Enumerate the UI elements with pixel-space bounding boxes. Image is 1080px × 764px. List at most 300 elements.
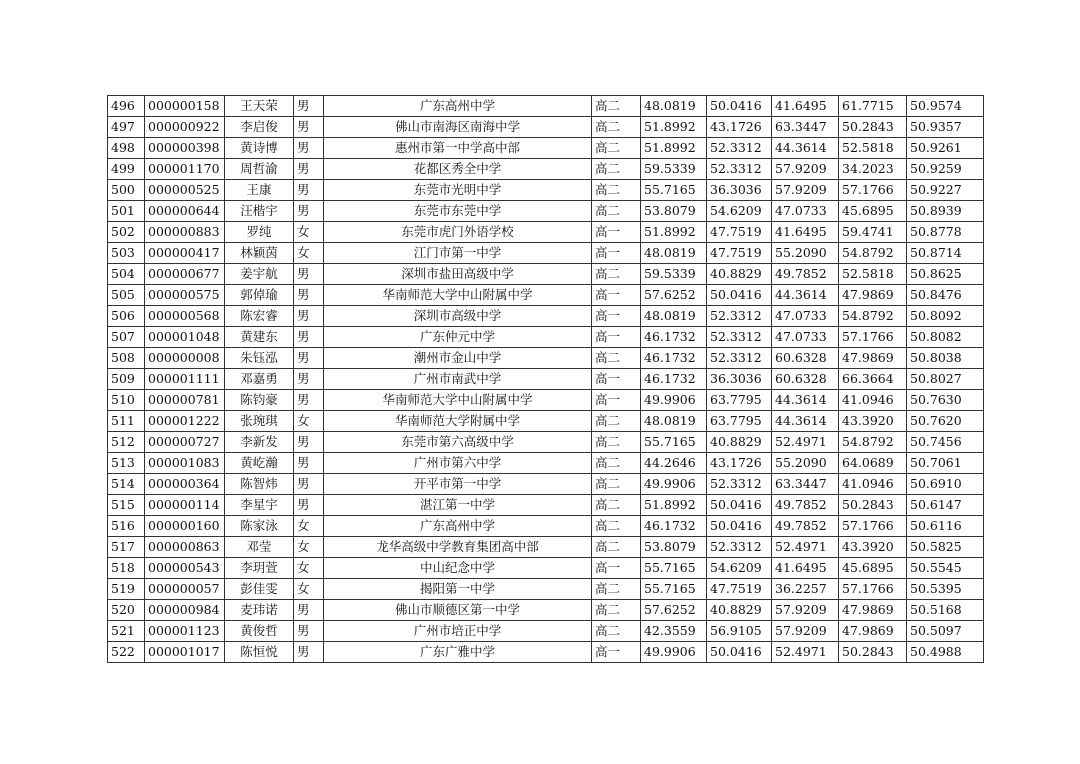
score-cell-3: 49.7852 xyxy=(772,264,839,285)
score-cell-2: 50.0416 xyxy=(707,642,772,663)
table-row xyxy=(108,453,984,474)
school-cell: 广东广雅中学 xyxy=(324,642,592,663)
table-row xyxy=(108,579,984,600)
gender-cell: 男 xyxy=(294,159,324,180)
total-score-cell: 50.6147 xyxy=(907,495,984,516)
name-cell: 周哲渝 xyxy=(225,159,294,180)
grade-cell: 高二 xyxy=(592,348,641,369)
score-cell-4: 52.5818 xyxy=(839,138,907,159)
table-row xyxy=(108,264,984,285)
gender-cell: 女 xyxy=(294,579,324,600)
name-cell: 朱钰泓 xyxy=(225,348,294,369)
score-cell-4: 54.8792 xyxy=(839,243,907,264)
school-cell: 深圳市盐田高级中学 xyxy=(324,264,592,285)
score-cell-1: 48.0819 xyxy=(641,96,707,117)
grade-cell: 高二 xyxy=(592,495,641,516)
grade-cell: 高一 xyxy=(592,369,641,390)
score-cell-3: 44.3614 xyxy=(772,411,839,432)
name-cell: 李玥萱 xyxy=(225,558,294,579)
student-id-cell: 000000677 xyxy=(145,264,225,285)
table-row xyxy=(108,117,984,138)
table-row xyxy=(108,96,984,117)
table-row xyxy=(108,243,984,264)
score-cell-2: 50.0416 xyxy=(707,516,772,537)
student-id-cell: 000001123 xyxy=(145,621,225,642)
rank-cell: 500 xyxy=(108,180,145,201)
total-score-cell: 50.8939 xyxy=(907,201,984,222)
score-cell-1: 53.8079 xyxy=(641,537,707,558)
total-score-cell: 50.6910 xyxy=(907,474,984,495)
score-cell-4: 47.9869 xyxy=(839,348,907,369)
total-score-cell: 50.7630 xyxy=(907,390,984,411)
score-cell-2: 56.9105 xyxy=(707,621,772,642)
student-id-cell: 000000863 xyxy=(145,537,225,558)
rank-cell: 514 xyxy=(108,474,145,495)
name-cell: 王康 xyxy=(225,180,294,201)
name-cell: 林颖茵 xyxy=(225,243,294,264)
student-id-cell: 000001017 xyxy=(145,642,225,663)
score-cell-1: 51.8992 xyxy=(641,138,707,159)
gender-cell: 男 xyxy=(294,390,324,411)
school-cell: 惠州市第一中学高中部 xyxy=(324,138,592,159)
score-cell-1: 42.3559 xyxy=(641,621,707,642)
student-id-cell: 000001222 xyxy=(145,411,225,432)
score-cell-3: 41.6495 xyxy=(772,558,839,579)
grade-cell: 高二 xyxy=(592,453,641,474)
score-cell-1: 46.1732 xyxy=(641,516,707,537)
student-id-cell: 000000398 xyxy=(145,138,225,159)
grade-cell: 高一 xyxy=(592,558,641,579)
score-cell-2: 36.3036 xyxy=(707,369,772,390)
score-cell-3: 55.2090 xyxy=(772,453,839,474)
score-cell-4: 54.8792 xyxy=(839,306,907,327)
table-row xyxy=(108,285,984,306)
score-cell-1: 59.5339 xyxy=(641,264,707,285)
school-cell: 开平市第一中学 xyxy=(324,474,592,495)
score-cell-2: 43.1726 xyxy=(707,453,772,474)
score-cell-4: 47.9869 xyxy=(839,600,907,621)
school-cell: 花都区秀全中学 xyxy=(324,159,592,180)
grade-cell: 高一 xyxy=(592,222,641,243)
gender-cell: 男 xyxy=(294,432,324,453)
score-cell-2: 47.7519 xyxy=(707,243,772,264)
student-id-cell: 000001083 xyxy=(145,453,225,474)
score-cell-4: 34.2023 xyxy=(839,159,907,180)
grade-cell: 高二 xyxy=(592,96,641,117)
score-cell-1: 55.7165 xyxy=(641,180,707,201)
score-cell-3: 55.2090 xyxy=(772,243,839,264)
total-score-cell: 50.9227 xyxy=(907,180,984,201)
name-cell: 黄建东 xyxy=(225,327,294,348)
score-cell-3: 57.9209 xyxy=(772,159,839,180)
name-cell: 彭佳雯 xyxy=(225,579,294,600)
name-cell: 邓嘉勇 xyxy=(225,369,294,390)
grade-cell: 高二 xyxy=(592,432,641,453)
score-cell-4: 57.1766 xyxy=(839,516,907,537)
name-cell: 麦玮诺 xyxy=(225,600,294,621)
table-row xyxy=(108,411,984,432)
name-cell: 邓莹 xyxy=(225,537,294,558)
total-score-cell: 50.7456 xyxy=(907,432,984,453)
student-id-cell: 000001111 xyxy=(145,369,225,390)
rank-cell: 515 xyxy=(108,495,145,516)
score-cell-2: 52.3312 xyxy=(707,138,772,159)
rank-cell: 516 xyxy=(108,516,145,537)
total-score-cell: 50.8082 xyxy=(907,327,984,348)
name-cell: 陈家泳 xyxy=(225,516,294,537)
gender-cell: 男 xyxy=(294,348,324,369)
gender-cell: 男 xyxy=(294,453,324,474)
score-cell-1: 49.9906 xyxy=(641,390,707,411)
student-id-cell: 000000114 xyxy=(145,495,225,516)
score-cell-2: 40.8829 xyxy=(707,264,772,285)
score-cell-4: 59.4741 xyxy=(839,222,907,243)
student-id-cell: 000000568 xyxy=(145,306,225,327)
grade-cell: 高二 xyxy=(592,537,641,558)
name-cell: 黄屹瀚 xyxy=(225,453,294,474)
rank-cell: 508 xyxy=(108,348,145,369)
score-cell-2: 52.3312 xyxy=(707,159,772,180)
total-score-cell: 50.8714 xyxy=(907,243,984,264)
name-cell: 姜宇航 xyxy=(225,264,294,285)
score-cell-1: 57.6252 xyxy=(641,285,707,306)
school-cell: 东莞市东莞中学 xyxy=(324,201,592,222)
rank-cell: 522 xyxy=(108,642,145,663)
gender-cell: 女 xyxy=(294,222,324,243)
score-cell-1: 51.8992 xyxy=(641,222,707,243)
rank-cell: 521 xyxy=(108,621,145,642)
total-score-cell: 50.5545 xyxy=(907,558,984,579)
school-cell: 华南师范大学中山附属中学 xyxy=(324,390,592,411)
total-score-cell: 50.9259 xyxy=(907,159,984,180)
score-cell-3: 63.3447 xyxy=(772,117,839,138)
name-cell: 黄诗博 xyxy=(225,138,294,159)
score-cell-1: 51.8992 xyxy=(641,495,707,516)
gender-cell: 男 xyxy=(294,285,324,306)
score-cell-3: 47.0733 xyxy=(772,306,839,327)
student-id-cell: 000000525 xyxy=(145,180,225,201)
score-cell-2: 52.3312 xyxy=(707,327,772,348)
school-cell: 东莞市光明中学 xyxy=(324,180,592,201)
student-id-cell: 000000922 xyxy=(145,117,225,138)
score-cell-3: 60.6328 xyxy=(772,369,839,390)
score-cell-2: 52.3312 xyxy=(707,474,772,495)
student-id-cell: 000000417 xyxy=(145,243,225,264)
score-cell-1: 51.8992 xyxy=(641,117,707,138)
name-cell: 罗纯 xyxy=(225,222,294,243)
table-row xyxy=(108,516,984,537)
student-id-cell: 000000781 xyxy=(145,390,225,411)
total-score-cell: 50.8476 xyxy=(907,285,984,306)
gender-cell: 男 xyxy=(294,306,324,327)
score-cell-4: 45.6895 xyxy=(839,558,907,579)
score-cell-4: 43.3920 xyxy=(839,411,907,432)
score-cell-3: 47.0733 xyxy=(772,201,839,222)
school-cell: 江门市第一中学 xyxy=(324,243,592,264)
score-cell-4: 41.0946 xyxy=(839,390,907,411)
score-cell-3: 57.9209 xyxy=(772,600,839,621)
score-cell-2: 47.7519 xyxy=(707,222,772,243)
name-cell: 李星宇 xyxy=(225,495,294,516)
grade-cell: 高一 xyxy=(592,390,641,411)
school-cell: 佛山市顺德区第一中学 xyxy=(324,600,592,621)
grade-cell: 高二 xyxy=(592,201,641,222)
school-cell: 广东高州中学 xyxy=(324,96,592,117)
gender-cell: 男 xyxy=(294,201,324,222)
total-score-cell: 50.9574 xyxy=(907,96,984,117)
gender-cell: 男 xyxy=(294,621,324,642)
score-cell-1: 48.0819 xyxy=(641,411,707,432)
score-cell-1: 53.8079 xyxy=(641,201,707,222)
school-cell: 揭阳第一中学 xyxy=(324,579,592,600)
gender-cell: 男 xyxy=(294,369,324,390)
total-score-cell: 50.8092 xyxy=(907,306,984,327)
score-cell-3: 49.7852 xyxy=(772,495,839,516)
score-cell-3: 47.0733 xyxy=(772,327,839,348)
score-cell-3: 52.4971 xyxy=(772,537,839,558)
grade-cell: 高二 xyxy=(592,159,641,180)
score-cell-1: 44.2646 xyxy=(641,453,707,474)
score-cell-4: 57.1766 xyxy=(839,180,907,201)
rank-cell: 511 xyxy=(108,411,145,432)
school-cell: 广东高州中学 xyxy=(324,516,592,537)
score-cell-4: 54.8792 xyxy=(839,432,907,453)
grade-cell: 高二 xyxy=(592,579,641,600)
grade-cell: 高二 xyxy=(592,180,641,201)
total-score-cell: 50.9261 xyxy=(907,138,984,159)
table-row xyxy=(108,558,984,579)
score-cell-2: 54.6209 xyxy=(707,201,772,222)
name-cell: 陈智炜 xyxy=(225,474,294,495)
student-id-cell: 000001170 xyxy=(145,159,225,180)
gender-cell: 男 xyxy=(294,327,324,348)
score-cell-4: 50.2843 xyxy=(839,642,907,663)
score-cell-1: 55.7165 xyxy=(641,432,707,453)
school-cell: 深圳市高级中学 xyxy=(324,306,592,327)
score-cell-3: 60.6328 xyxy=(772,348,839,369)
score-cell-4: 57.1766 xyxy=(839,327,907,348)
school-cell: 东莞市第六高级中学 xyxy=(324,432,592,453)
grade-cell: 高二 xyxy=(592,138,641,159)
score-cell-3: 52.4971 xyxy=(772,642,839,663)
results-table xyxy=(107,95,984,663)
rank-cell: 496 xyxy=(108,96,145,117)
score-cell-4: 45.6895 xyxy=(839,201,907,222)
score-cell-4: 47.9869 xyxy=(839,285,907,306)
school-cell: 湛江第一中学 xyxy=(324,495,592,516)
score-cell-1: 49.9906 xyxy=(641,642,707,663)
school-cell: 广东仲元中学 xyxy=(324,327,592,348)
score-cell-4: 52.5818 xyxy=(839,264,907,285)
rank-cell: 512 xyxy=(108,432,145,453)
name-cell: 郭倬瑜 xyxy=(225,285,294,306)
score-cell-2: 63.7795 xyxy=(707,390,772,411)
grade-cell: 高一 xyxy=(592,327,641,348)
gender-cell: 男 xyxy=(294,600,324,621)
rank-cell: 503 xyxy=(108,243,145,264)
rank-cell: 506 xyxy=(108,306,145,327)
school-cell: 华南师范大学中山附属中学 xyxy=(324,285,592,306)
student-id-cell: 000000984 xyxy=(145,600,225,621)
table-row xyxy=(108,222,984,243)
score-cell-1: 57.6252 xyxy=(641,600,707,621)
table-row xyxy=(108,474,984,495)
grade-cell: 高二 xyxy=(592,516,641,537)
score-cell-2: 52.3312 xyxy=(707,348,772,369)
rank-cell: 502 xyxy=(108,222,145,243)
score-cell-1: 48.0819 xyxy=(641,306,707,327)
score-cell-3: 44.3614 xyxy=(772,285,839,306)
name-cell: 陈宏睿 xyxy=(225,306,294,327)
score-cell-2: 52.3312 xyxy=(707,537,772,558)
rank-cell: 520 xyxy=(108,600,145,621)
total-score-cell: 50.7061 xyxy=(907,453,984,474)
name-cell: 张琬琪 xyxy=(225,411,294,432)
score-cell-1: 59.5339 xyxy=(641,159,707,180)
gender-cell: 男 xyxy=(294,180,324,201)
score-cell-3: 63.3447 xyxy=(772,474,839,495)
gender-cell: 女 xyxy=(294,516,324,537)
name-cell: 黄俊哲 xyxy=(225,621,294,642)
rank-cell: 499 xyxy=(108,159,145,180)
score-cell-4: 41.0946 xyxy=(839,474,907,495)
name-cell: 陈恒悦 xyxy=(225,642,294,663)
score-cell-2: 52.3312 xyxy=(707,306,772,327)
gender-cell: 男 xyxy=(294,117,324,138)
score-cell-3: 44.3614 xyxy=(772,138,839,159)
student-id-cell: 000000883 xyxy=(145,222,225,243)
student-id-cell: 000000160 xyxy=(145,516,225,537)
total-score-cell: 50.8778 xyxy=(907,222,984,243)
score-cell-1: 46.1732 xyxy=(641,369,707,390)
rank-cell: 519 xyxy=(108,579,145,600)
student-id-cell: 000000575 xyxy=(145,285,225,306)
student-id-cell: 000000543 xyxy=(145,558,225,579)
school-cell: 佛山市南海区南海中学 xyxy=(324,117,592,138)
grade-cell: 高二 xyxy=(592,474,641,495)
student-id-cell: 000000008 xyxy=(145,348,225,369)
total-score-cell: 50.5395 xyxy=(907,579,984,600)
total-score-cell: 50.5097 xyxy=(907,621,984,642)
gender-cell: 女 xyxy=(294,537,324,558)
score-cell-4: 50.2843 xyxy=(839,117,907,138)
grade-cell: 高一 xyxy=(592,285,641,306)
table-row xyxy=(108,621,984,642)
score-cell-2: 36.3036 xyxy=(707,180,772,201)
gender-cell: 男 xyxy=(294,642,324,663)
score-cell-4: 66.3664 xyxy=(839,369,907,390)
score-cell-2: 40.8829 xyxy=(707,600,772,621)
student-id-cell: 000001048 xyxy=(145,327,225,348)
name-cell: 王天荣 xyxy=(225,96,294,117)
score-cell-4: 64.0689 xyxy=(839,453,907,474)
grade-cell: 高二 xyxy=(592,264,641,285)
score-cell-1: 49.9906 xyxy=(641,474,707,495)
student-id-cell: 000000644 xyxy=(145,201,225,222)
school-cell: 广州市第六中学 xyxy=(324,453,592,474)
score-cell-2: 47.7519 xyxy=(707,579,772,600)
score-cell-3: 41.6495 xyxy=(772,222,839,243)
score-cell-2: 50.0416 xyxy=(707,495,772,516)
gender-cell: 女 xyxy=(294,558,324,579)
school-cell: 龙华高级中学教育集团高中部 xyxy=(324,537,592,558)
score-cell-1: 46.1732 xyxy=(641,327,707,348)
student-id-cell: 000000727 xyxy=(145,432,225,453)
table-row xyxy=(108,306,984,327)
gender-cell: 男 xyxy=(294,474,324,495)
total-score-cell: 50.5168 xyxy=(907,600,984,621)
score-cell-4: 47.9869 xyxy=(839,621,907,642)
table-row xyxy=(108,348,984,369)
score-cell-3: 57.9209 xyxy=(772,621,839,642)
student-id-cell: 000000158 xyxy=(145,96,225,117)
total-score-cell: 50.8038 xyxy=(907,348,984,369)
grade-cell: 高二 xyxy=(592,600,641,621)
school-cell: 广州市南武中学 xyxy=(324,369,592,390)
score-cell-2: 50.0416 xyxy=(707,96,772,117)
grade-cell: 高一 xyxy=(592,243,641,264)
rank-cell: 509 xyxy=(108,369,145,390)
table-row xyxy=(108,201,984,222)
table-row xyxy=(108,138,984,159)
score-cell-3: 52.4971 xyxy=(772,432,839,453)
name-cell: 李新发 xyxy=(225,432,294,453)
table-row xyxy=(108,432,984,453)
rank-cell: 513 xyxy=(108,453,145,474)
rank-cell: 507 xyxy=(108,327,145,348)
name-cell: 李启俊 xyxy=(225,117,294,138)
rank-cell: 498 xyxy=(108,138,145,159)
score-cell-4: 43.3920 xyxy=(839,537,907,558)
score-cell-1: 55.7165 xyxy=(641,558,707,579)
total-score-cell: 50.8625 xyxy=(907,264,984,285)
total-score-cell: 50.7620 xyxy=(907,411,984,432)
total-score-cell: 50.5825 xyxy=(907,537,984,558)
student-id-cell: 000000364 xyxy=(145,474,225,495)
gender-cell: 女 xyxy=(294,243,324,264)
score-cell-1: 55.7165 xyxy=(641,579,707,600)
rank-cell: 517 xyxy=(108,537,145,558)
table-body xyxy=(108,96,984,663)
score-cell-3: 44.3614 xyxy=(772,390,839,411)
rank-cell: 497 xyxy=(108,117,145,138)
grade-cell: 高一 xyxy=(592,642,641,663)
student-id-cell: 000000057 xyxy=(145,579,225,600)
table-row xyxy=(108,159,984,180)
gender-cell: 男 xyxy=(294,138,324,159)
school-cell: 华南师范大学附属中学 xyxy=(324,411,592,432)
gender-cell: 男 xyxy=(294,96,324,117)
score-cell-3: 41.6495 xyxy=(772,96,839,117)
table-row xyxy=(108,642,984,663)
table-row xyxy=(108,327,984,348)
gender-cell: 女 xyxy=(294,411,324,432)
grade-cell: 高二 xyxy=(592,117,641,138)
score-cell-2: 50.0416 xyxy=(707,285,772,306)
school-cell: 中山纪念中学 xyxy=(324,558,592,579)
grade-cell: 高二 xyxy=(592,621,641,642)
table-row xyxy=(108,390,984,411)
name-cell: 陈钧豪 xyxy=(225,390,294,411)
score-cell-1: 46.1732 xyxy=(641,348,707,369)
rank-cell: 505 xyxy=(108,285,145,306)
total-score-cell: 50.8027 xyxy=(907,369,984,390)
score-cell-4: 57.1766 xyxy=(839,579,907,600)
score-cell-2: 54.6209 xyxy=(707,558,772,579)
table-row xyxy=(108,495,984,516)
score-cell-3: 49.7852 xyxy=(772,516,839,537)
score-cell-2: 40.8829 xyxy=(707,432,772,453)
